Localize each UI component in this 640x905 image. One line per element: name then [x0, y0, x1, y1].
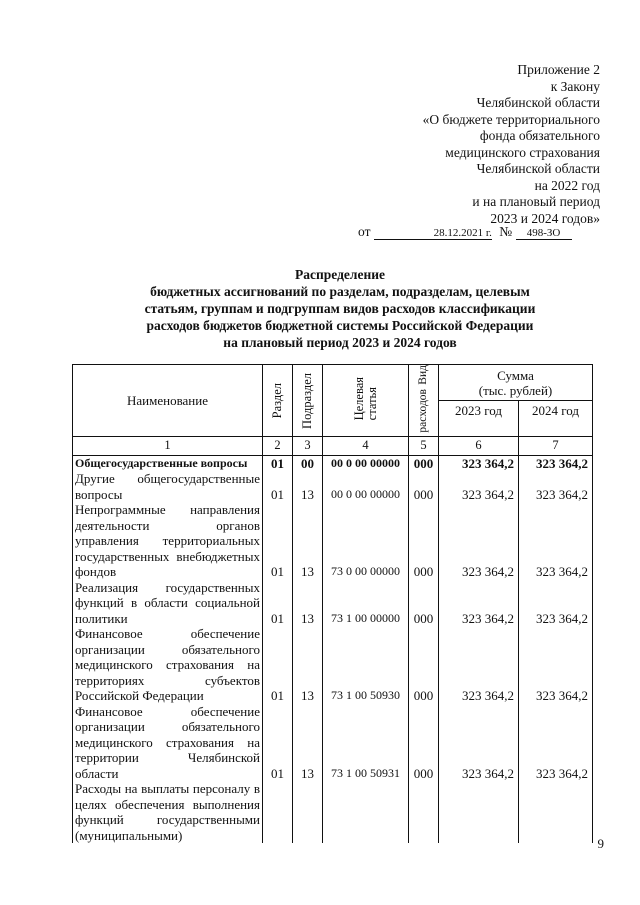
column-number: 6 [439, 437, 519, 456]
row-vid: 000 [409, 580, 439, 627]
row-2024: 323 364,2 [519, 502, 593, 580]
row-podrazdel: 13 [293, 626, 323, 704]
budget-table-wrapper [72, 364, 593, 843]
appendix-header [423, 62, 600, 227]
header-line: Челябинской области [476, 95, 600, 110]
row-podrazdel [293, 781, 323, 843]
row-razdel: 01 [263, 626, 293, 704]
row-podrazdel: 00 [293, 455, 323, 471]
table-row [73, 580, 593, 627]
row-name: Общегосударственные вопросы [73, 455, 263, 471]
column-number: 2 [263, 437, 293, 456]
row-2024 [519, 781, 593, 843]
row-2023: 323 364,2 [439, 455, 519, 471]
row-target: 73 1 00 50930 [323, 626, 409, 704]
from-label: от [358, 224, 371, 239]
row-2024: 323 364,2 [519, 580, 593, 627]
header-year-2023: 2023 год [439, 401, 519, 437]
title-line: на плановый период 2023 и 2024 годов [223, 335, 457, 350]
row-name: Другие общегосударственные вопросы [73, 471, 263, 502]
row-target [323, 781, 409, 843]
row-name: Реализация государственных функций в области социальной политики [73, 580, 263, 627]
header-line: и на плановый период [472, 194, 600, 209]
row-2023: 323 364,2 [439, 626, 519, 704]
header-line: на 2022 год [534, 177, 600, 193]
row-2023: 323 364,2 [439, 471, 519, 502]
row-2024: 323 364,2 [519, 626, 593, 704]
row-vid: 000 [409, 704, 439, 782]
header-target-article: Целеваястатья [323, 365, 409, 437]
table-row [73, 502, 593, 580]
row-vid: 000 [409, 471, 439, 502]
header-name: Наименование [73, 365, 263, 437]
row-2023 [439, 781, 519, 843]
title-line: расходов бюджетов бюджетной системы Российской Федерации [146, 318, 534, 333]
row-razdel: 01 [263, 580, 293, 627]
row-target: 00 0 00 00000 [323, 471, 409, 502]
row-podrazdel: 13 [293, 704, 323, 782]
row-name: Непрограммные направления деятельности органов управления территориальных государственных внебюджетных фондов [73, 502, 263, 580]
row-target: 00 0 00 00000 [323, 455, 409, 471]
row-name: Расходы на выплаты персоналу в целях обеспечения выполнения функций государственными (муниципальными) [73, 781, 263, 843]
row-razdel: 01 [263, 471, 293, 502]
table-row [73, 471, 593, 502]
row-target: 73 1 00 50931 [323, 704, 409, 782]
table-row [73, 626, 593, 704]
header-line: 2023 и 2024 годов» [490, 210, 600, 226]
row-name: Финансовое обеспечение организации обязательного медицинского страхования на территории Челябинской области [73, 704, 263, 782]
row-razdel [263, 781, 293, 843]
row-2024: 323 364,2 [519, 704, 593, 782]
header-line: к Закону [550, 78, 600, 94]
row-target: 73 0 00 00000 [323, 502, 409, 580]
header-year-2024: 2024 год [519, 401, 593, 437]
law-date-number [358, 224, 572, 240]
row-2024: 323 364,2 [519, 471, 593, 502]
law-date: 28.12.2021 г. [374, 227, 492, 240]
column-number: 5 [409, 437, 439, 456]
column-number: 1 [73, 437, 263, 456]
row-podrazdel: 13 [293, 502, 323, 580]
row-razdel: 01 [263, 455, 293, 471]
table-row [73, 455, 593, 471]
row-name: Финансовое обеспечение организации обязательного медицинского страхования на территориях субъектов Российской Федерации [73, 626, 263, 704]
row-razdel: 01 [263, 502, 293, 580]
row-vid [409, 781, 439, 843]
row-vid: 000 [409, 502, 439, 580]
document-title [70, 266, 610, 351]
column-number: 7 [519, 437, 593, 456]
number-label: № [499, 224, 513, 239]
page-number: 9 [597, 836, 604, 851]
column-number-row [73, 437, 593, 456]
header-line: фонда обязательного [479, 128, 600, 143]
table-row [73, 781, 593, 843]
row-2023: 323 364,2 [439, 580, 519, 627]
header-line: Челябинской области [476, 161, 600, 176]
header-line: Приложение 2 [517, 62, 600, 77]
table-row [73, 704, 593, 782]
title-line: Распределение [294, 267, 386, 282]
header-line: «О бюджете территориального [422, 111, 600, 127]
law-number: 498-ЗО [516, 227, 572, 240]
header-sum: Сумма (тыс. рублей) [439, 365, 593, 401]
row-razdel: 01 [263, 704, 293, 782]
row-podrazdel: 13 [293, 580, 323, 627]
header-razdel: Раздел [263, 365, 293, 437]
column-number: 4 [323, 437, 409, 456]
row-vid: 000 [409, 455, 439, 471]
budget-table [72, 364, 593, 843]
column-number: 3 [293, 437, 323, 456]
header-podrazdel: Подраздел [293, 365, 323, 437]
title-line: статьям, группам и подгруппам видов расходов классификации [144, 301, 536, 316]
row-vid: 000 [409, 626, 439, 704]
row-2023: 323 364,2 [439, 502, 519, 580]
title-line: бюджетных ассигнований по разделам, подразделам, целевым [150, 284, 530, 299]
header-line: медицинского страхования [445, 144, 600, 160]
row-target: 73 1 00 00000 [323, 580, 409, 627]
row-2024: 323 364,2 [519, 455, 593, 471]
row-2023: 323 364,2 [439, 704, 519, 782]
header-expense-type: Видрасходов [409, 365, 439, 437]
row-podrazdel: 13 [293, 471, 323, 502]
